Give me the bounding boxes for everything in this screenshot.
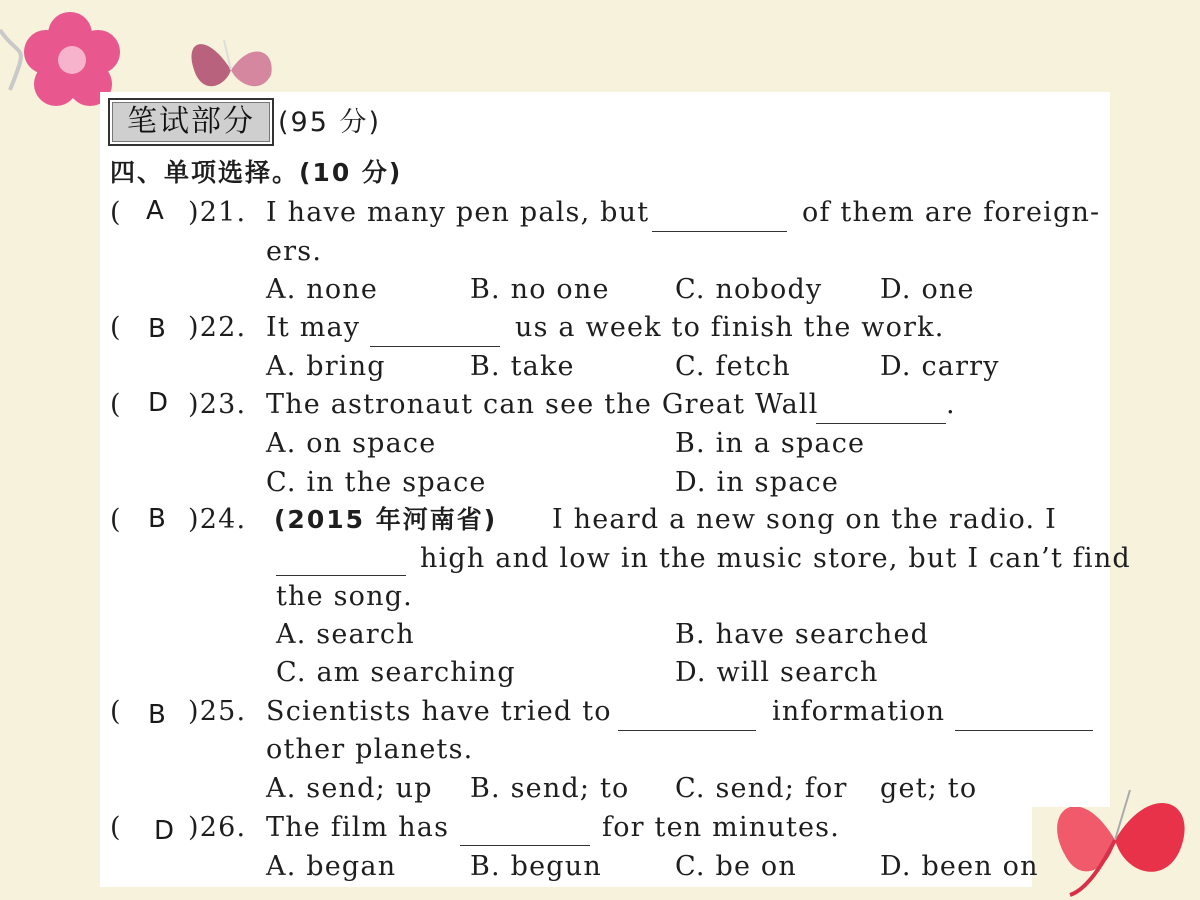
question-24-source: (2015 年河南省) [274, 505, 498, 534]
blank-22 [370, 346, 500, 347]
blank-26 [460, 845, 590, 846]
blank-24 [276, 575, 406, 576]
total-score: (95 分) [278, 107, 382, 138]
question-25-stem-wrap: other planets. [266, 734, 474, 765]
option-21-b: B. no one [470, 274, 610, 305]
question-number-24: )24. [188, 504, 247, 535]
option-23-a: A. on space [266, 428, 437, 459]
option-25-d: get; to [880, 773, 978, 804]
option-22-d: D. carry [880, 351, 1000, 382]
answer-paren: ( [110, 389, 122, 420]
option-24-d: D. will search [675, 657, 879, 688]
answer-paren: ( [110, 812, 122, 843]
option-25-b: B. send; to [470, 773, 630, 804]
section-header-box: 笔试部分 [108, 98, 274, 146]
answer-paren: ( [110, 197, 122, 228]
option-24-a: A. search [276, 619, 415, 650]
answer-23: D [148, 388, 169, 418]
question-25-stem: Scientists have tried to [266, 696, 612, 727]
option-26-b: B. begun [470, 851, 602, 882]
question-number-23: )23. [188, 389, 247, 420]
question-23-stem-end: . [946, 389, 956, 420]
question-26-stem-cont: for ten minutes. [602, 812, 841, 843]
question-24-stem-wrap: the song. [276, 581, 413, 612]
question-21-stem-cont: of them are foreign- [802, 197, 1101, 228]
answer-24: B [148, 504, 166, 534]
question-22-stem-cont: us a week to finish the work. [515, 312, 945, 343]
question-number-21: )21. [188, 197, 247, 228]
question-23-stem: The astronaut can see the Great Wall [266, 389, 819, 420]
option-21-a: A. none [266, 274, 379, 305]
option-23-b: B. in a space [675, 428, 866, 459]
blank-25-1 [618, 730, 756, 731]
option-23-d: D. in space [675, 467, 839, 498]
option-22-a: A. bring [266, 351, 386, 382]
option-26-a: A. began [266, 851, 397, 882]
blank-21 [652, 231, 787, 232]
butterfly-top-icon [176, 30, 286, 100]
answer-paren: ( [110, 504, 122, 535]
answer-22: B [148, 314, 166, 344]
option-23-c: C. in the space [266, 467, 487, 498]
question-26-stem: The film has [266, 812, 450, 843]
answer-21: A [146, 196, 164, 226]
option-21-d: D. one [880, 274, 975, 305]
blank-25-2 [955, 730, 1093, 731]
question-24-stem: I heard a new song on the radio. I [552, 504, 1057, 535]
option-25-a: A. send; up [266, 773, 433, 804]
option-26-d: D. been on [880, 851, 1039, 882]
question-21-stem-wrap: ers. [266, 236, 323, 267]
option-26-c: C. be on [675, 851, 797, 882]
blank-23 [816, 423, 946, 424]
answer-paren: ( [110, 312, 122, 343]
answer-25: B [148, 700, 166, 730]
section-title: 四、单项选择。(10 分) [110, 158, 403, 187]
question-24-stem-cont: high and low in the music store, but I can’t find [420, 543, 1131, 574]
question-number-25: )25. [188, 696, 247, 727]
option-22-b: B. take [470, 351, 575, 382]
question-number-26: )26. [188, 812, 247, 843]
question-25-stem-cont: information [772, 696, 946, 727]
option-22-c: C. fetch [675, 351, 791, 382]
answer-paren: ( [110, 696, 122, 727]
option-21-c: C. nobody [675, 274, 823, 305]
answer-26: D [154, 816, 175, 846]
option-25-c: C. send; for [675, 773, 848, 804]
question-22-stem: It may [266, 312, 361, 343]
option-24-c: C. am searching [276, 657, 516, 688]
question-21-stem: I have many pen pals, but [266, 197, 650, 228]
question-number-22: )22. [188, 312, 247, 343]
option-24-b: B. have searched [675, 619, 930, 650]
